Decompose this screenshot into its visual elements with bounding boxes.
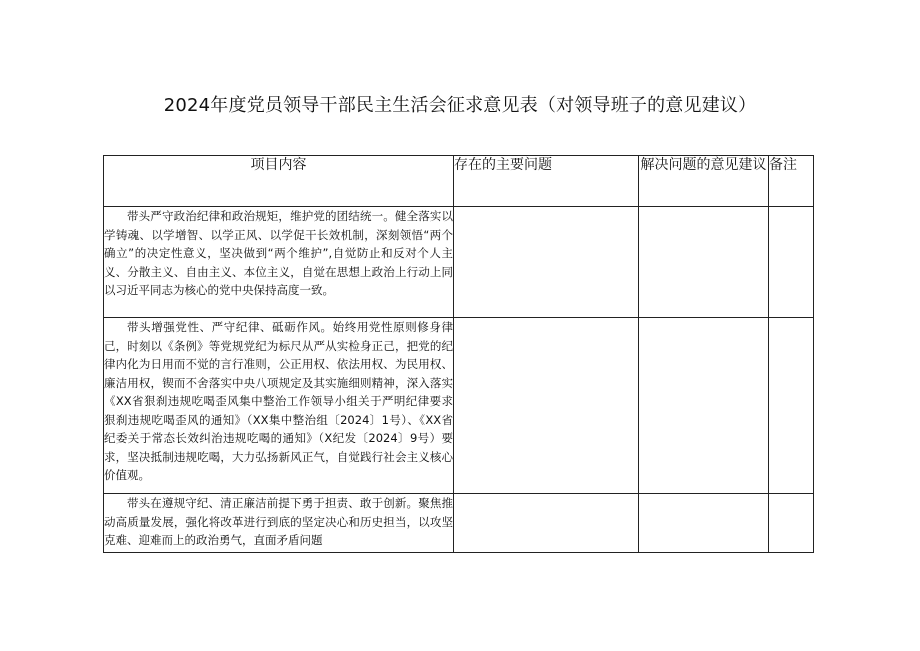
remarks-cell[interactable] [769,494,814,553]
table-row [104,318,814,494]
item-content-cell [104,207,454,318]
item-content-cell [104,318,454,494]
item-content-text: 带头增强党性、严守纪律、砥砺作风。始终用党性原则修身律己，时刻以《条例》等党规党纪为标尺从严从实检身正己，把党的纪律内化为日用而不觉的言行准则，公正用权、依法用权、为民用权、廉洁用权，锲而不舍落实中央八项规定及其实施细则精神，深入落实《XX省狠刹违规吃喝歪风集中整治工作领导小组关于严明纪律要求狠刹违规吃喝歪风的通知》（XX集中整治组〔2024〕1号）、《XX省纪委关于常态长效纠治违规吃喝的通知》（X纪发〔2024〕9号）要求，坚决抵制违规吃喝，大力弘扬新风正气，自觉践行社会主义核心价值观。 [104,320,453,482]
suggestions-cell[interactable] [639,494,769,553]
remarks-cell[interactable] [769,318,814,494]
item-content-text: 带头在遵规守纪、清正廉洁前提下勇于担责、敢于创新。聚焦推动高质量发展，强化将改革进行到底的坚定决心和历史担当，以攻坚克难、迎难而上的政治勇气，直面矛盾问题 [104,496,453,547]
header-suggestions: 解决问题的意见建议 [639,156,769,207]
table-header-row [104,156,814,207]
suggestions-cell[interactable] [639,318,769,494]
problems-cell[interactable] [454,318,639,494]
table-row [104,494,814,553]
remarks-cell[interactable] [769,207,814,318]
item-content-cell [104,494,454,553]
table-row [104,207,814,318]
header-main-problems: 存在的主要问题 [454,156,639,207]
item-content-text: 带头严守政治纪律和政治规矩，维护党的团结统一。健全落实以学铸魂、以学增智、以学正风、以学促干长效机制，深刻领悟“两个确立”的决定性意义，坚决做到“两个维护”,自觉防止和反对个人主义、分散主义、自由主义、本位主义，自觉在思想上政治上行动上同以习近平同志为核心的党中央保持高度一致。 [104,209,453,297]
header-item-content: 项目内容 [104,156,454,207]
suggestions-cell[interactable] [639,207,769,318]
document-title: 2024年度党员领导干部民主生活会征求意见表（对领导班子的意见建议） [163,95,757,116]
header-remarks: 备注 [769,156,814,207]
problems-cell[interactable] [454,494,639,553]
opinion-table [103,155,814,553]
problems-cell[interactable] [454,207,639,318]
